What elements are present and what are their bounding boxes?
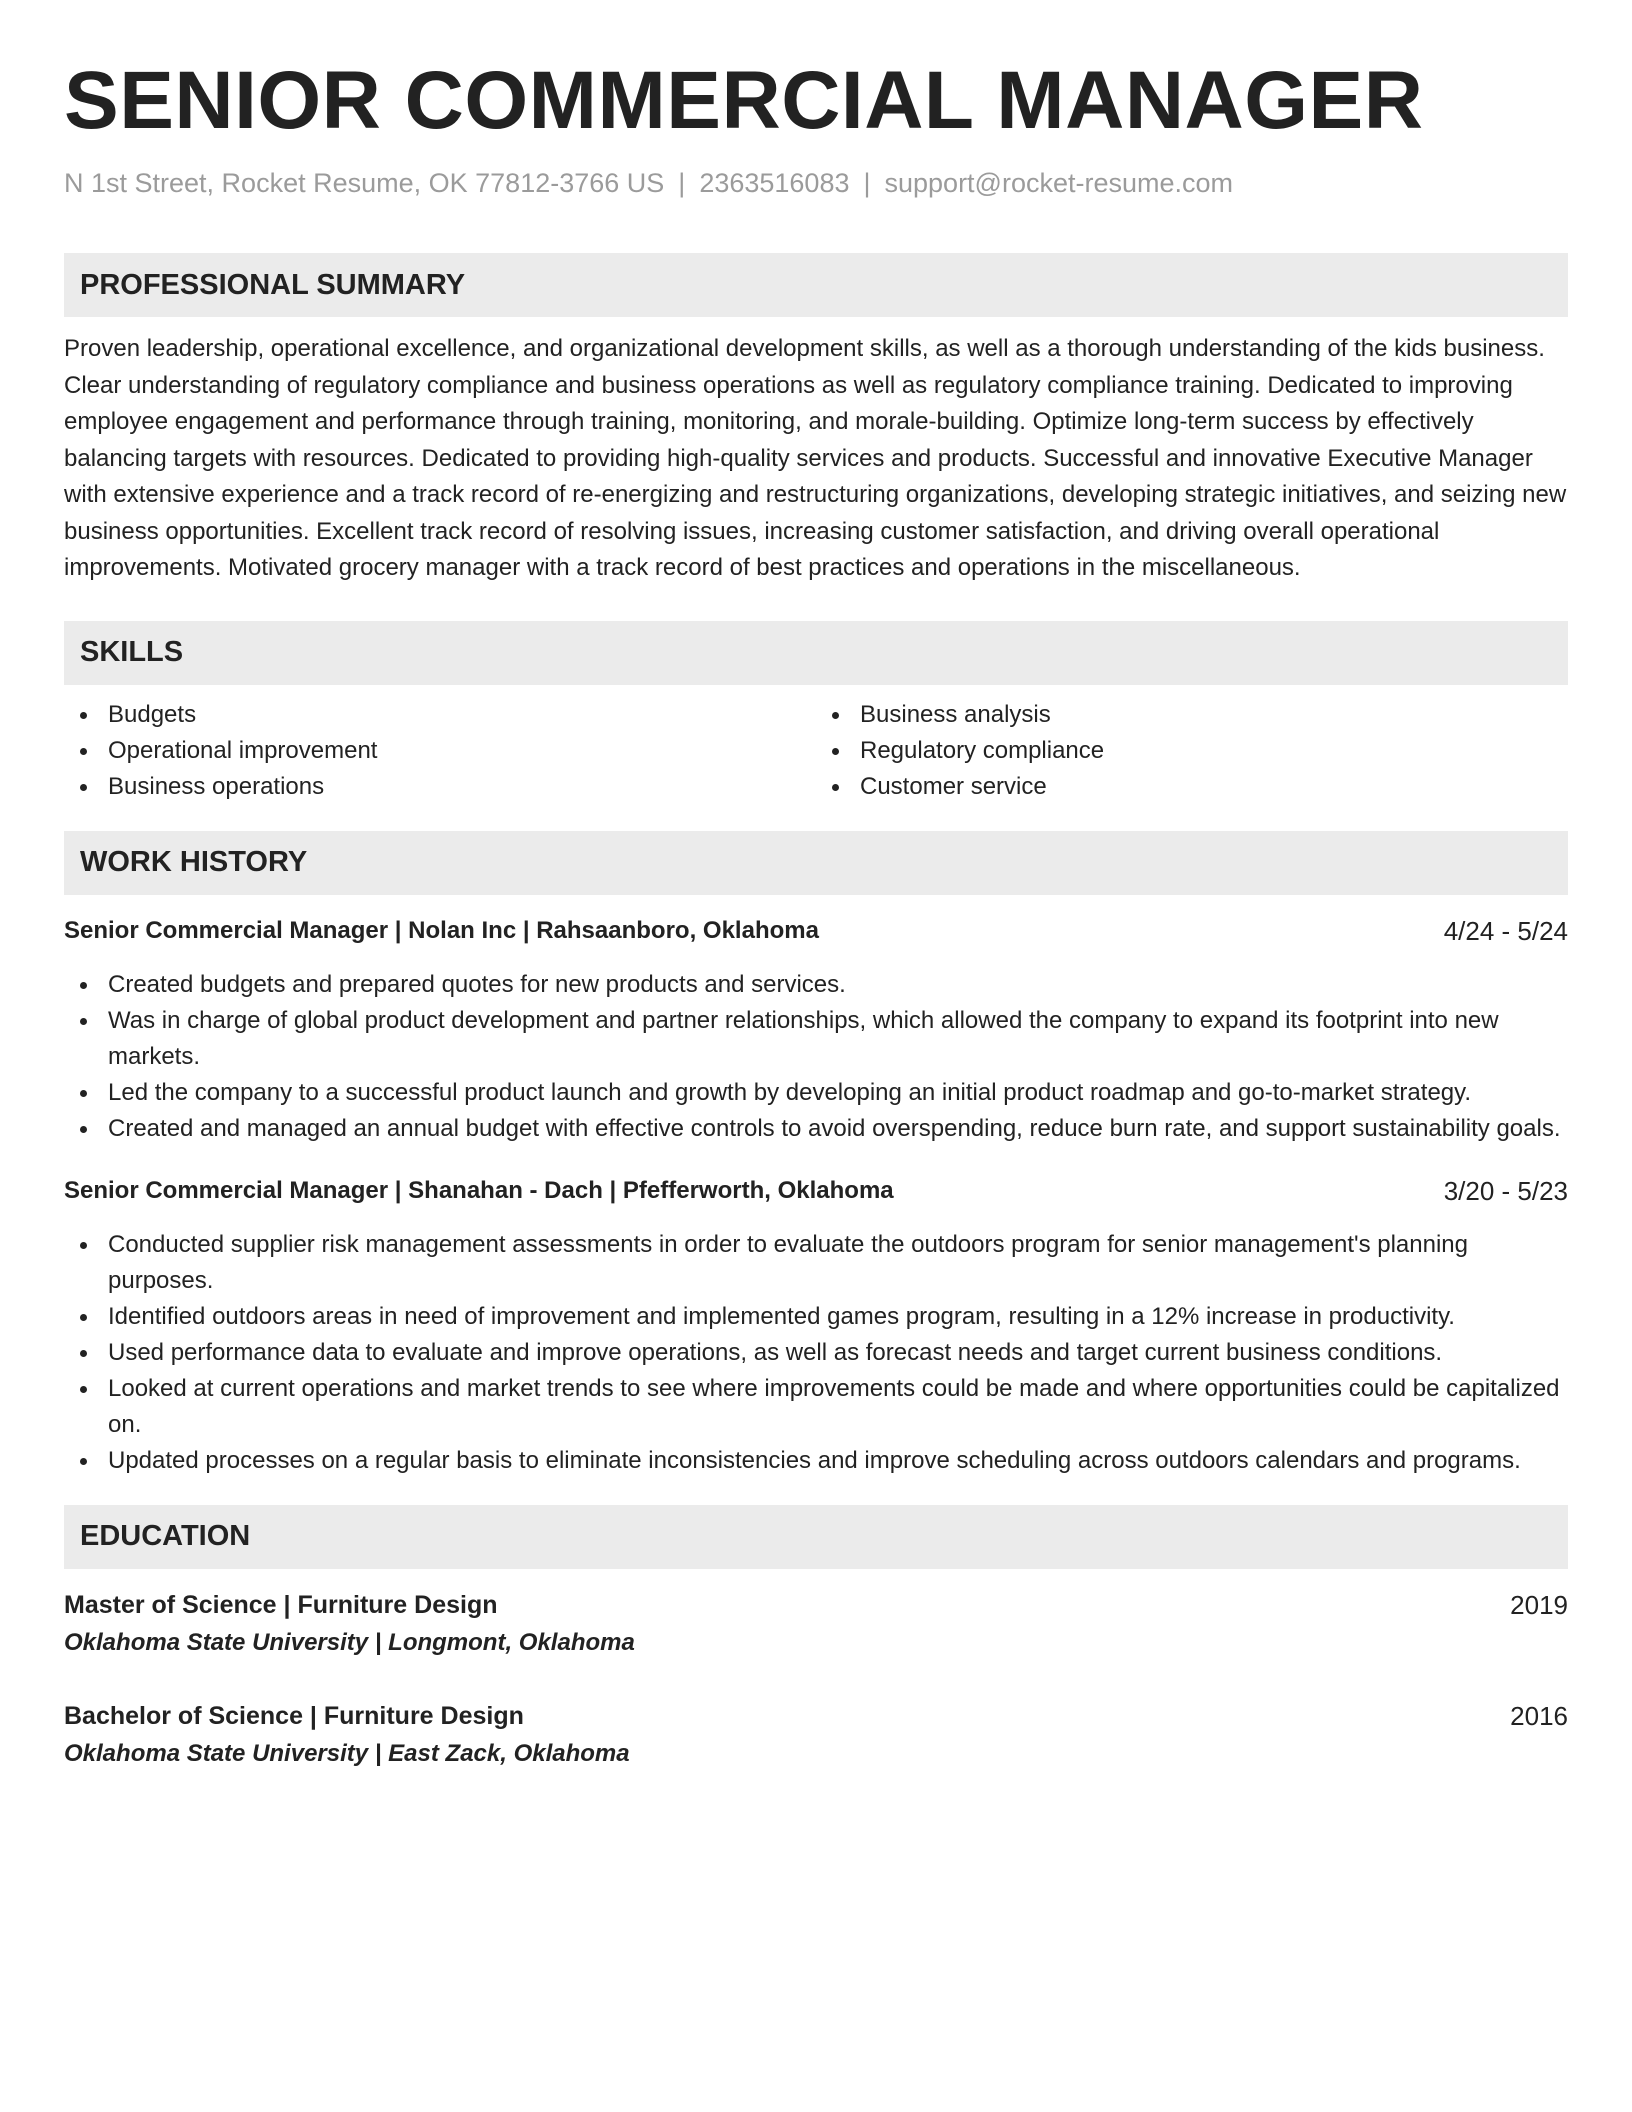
section-heading-education: EDUCATION bbox=[64, 1505, 1568, 1569]
job-title: Senior Commercial Manager | Shanahan - Dach | Pfefferworth, Oklahoma bbox=[64, 1176, 894, 1204]
job-bullet: Looked at current operations and market trends to see where improvements could be made and where opportunities could be capitalized on. bbox=[64, 1371, 1568, 1443]
skills-list bbox=[64, 697, 1568, 805]
skills-column-left bbox=[64, 697, 816, 805]
job-title: Senior Commercial Manager | Nolan Inc | Rahsaanboro, Oklahoma bbox=[64, 916, 819, 944]
contact-address: N 1st Street, Rocket Resume, OK 77812-3766 US bbox=[64, 168, 665, 199]
education-degree: Bachelor of Science | Furniture Design bbox=[64, 1701, 524, 1730]
skill-item: Customer service bbox=[816, 769, 1568, 805]
job-entry bbox=[64, 913, 1568, 1147]
education-header bbox=[64, 1698, 1568, 1735]
job-bullet: Updated processes on a regular basis to eliminate inconsistencies and improve scheduling across outdoors calendars and programs. bbox=[64, 1443, 1568, 1479]
job-bullets bbox=[64, 1227, 1568, 1479]
contact-separator: | bbox=[678, 168, 686, 199]
education-header bbox=[64, 1587, 1568, 1624]
job-entry bbox=[64, 1173, 1568, 1479]
education-year: 2016 bbox=[1510, 1700, 1568, 1731]
education-entry bbox=[64, 1698, 1568, 1773]
summary-text: Proven leadership, operational excellence, and organizational development skills, as well as a thorough understanding of the kids business. Clear understanding of regulatory compliance and business operations as well as regulatory compliance training. Dedicated to improving employee engagement and performance through training, monitoring, and morale-building. Optimize long-term success by effectively balancing targets with resources. Dedicated to providing high-quality services and products. Successful and innovative Executive Manager with extensive experience and a track record of re-energizing and restructuring organizations, developing strategic initiatives, and seizing new business opportunities. Excellent track record of resolving issues, increasing customer satisfaction, and driving overall operational improvements. Motivated grocery manager with a track record of best practices and operations in the miscellaneous. bbox=[64, 335, 1567, 582]
skill-item: Budgets bbox=[64, 697, 816, 733]
contact-line bbox=[64, 166, 1568, 201]
section-heading-skills: SKILLS bbox=[64, 621, 1568, 685]
skill-item: Operational improvement bbox=[64, 733, 816, 769]
skill-item: Business analysis bbox=[816, 697, 1568, 733]
skill-item: Business operations bbox=[64, 769, 816, 805]
education-school: Oklahoma State University | East Zack, Oklahoma bbox=[64, 1739, 630, 1767]
job-dates: 4/24 - 5/24 bbox=[1443, 915, 1568, 946]
job-bullet: Identified outdoors areas in need of improvement and implemented games program, resulting in a 12% increase in productivity. bbox=[64, 1299, 1568, 1335]
contact-phone[interactable]: 2363516083 bbox=[699, 168, 850, 199]
resume-name: SENIOR COMMERCIAL MANAGER bbox=[64, 55, 1424, 146]
job-bullet: Created and managed an annual budget with effective controls to avoid overspending, reduce burn rate, and support sustainability goals. bbox=[64, 1111, 1568, 1147]
section-heading-summary: PROFESSIONAL SUMMARY bbox=[64, 253, 1568, 317]
education-year: 2019 bbox=[1510, 1589, 1568, 1620]
education-school: Oklahoma State University | Longmont, Oklahoma bbox=[64, 1628, 635, 1656]
skills-column-right bbox=[816, 697, 1568, 805]
contact-email[interactable]: support@rocket-resume.com bbox=[884, 168, 1234, 199]
section-heading-work-history: WORK HISTORY bbox=[64, 831, 1568, 895]
job-header bbox=[64, 1173, 1568, 1209]
contact-separator: | bbox=[863, 168, 871, 199]
job-header bbox=[64, 913, 1568, 949]
job-bullet: Created budgets and prepared quotes for new products and services. bbox=[64, 967, 1568, 1003]
job-bullet: Used performance data to evaluate and improve operations, as well as forecast needs and target current business conditions. bbox=[64, 1335, 1568, 1371]
job-bullet: Led the company to a successful product launch and growth by developing an initial product roadmap and go-to-market strategy. bbox=[64, 1075, 1568, 1111]
education-entry bbox=[64, 1587, 1568, 1662]
job-bullet: Was in charge of global product development and partner relationships, which allowed the company to expand its footprint into new markets. bbox=[64, 1003, 1568, 1075]
job-bullet: Conducted supplier risk management assessments in order to evaluate the outdoors program for senior management's planning purposes. bbox=[64, 1227, 1568, 1299]
skill-item: Regulatory compliance bbox=[816, 733, 1568, 769]
job-bullets bbox=[64, 967, 1568, 1147]
education-degree: Master of Science | Furniture Design bbox=[64, 1590, 498, 1619]
job-dates: 3/20 - 5/23 bbox=[1443, 1175, 1568, 1206]
